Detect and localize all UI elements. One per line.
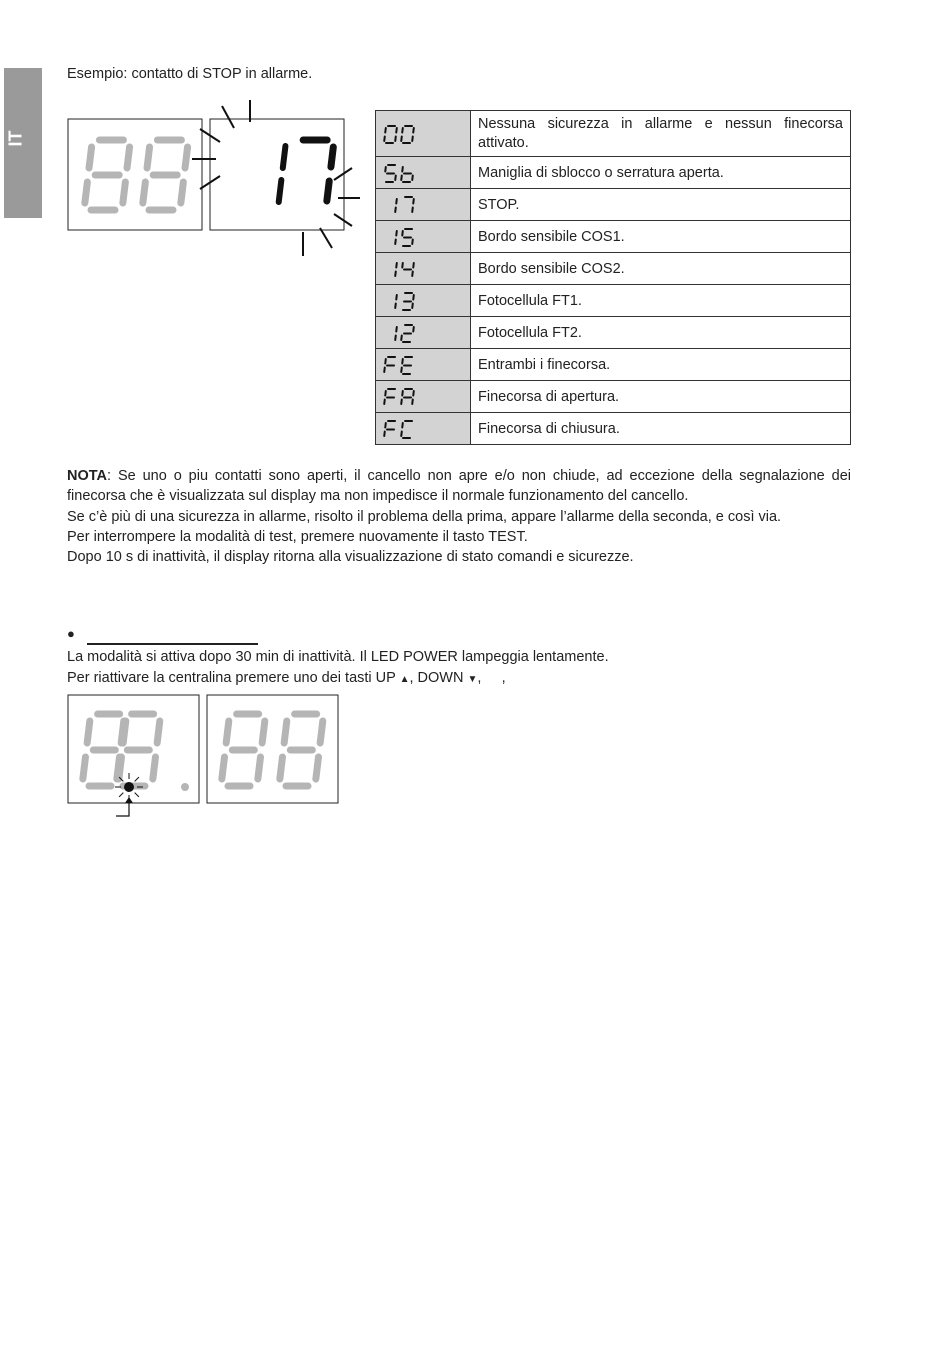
description-cell: Finecorsa di chiusura. [471,413,851,445]
segment-f [284,721,287,743]
segment-c [258,757,261,779]
blink-ray-icon [135,793,139,797]
text: , DOWN [409,670,468,686]
bullet: ● [67,626,75,641]
segment-e [83,757,86,779]
description-cell: Maniglia di sblocco o serratura aperta. [471,157,851,189]
example-caption: Esempio: contatto di STOP in allarme. [67,66,313,82]
description-cell: Finecorsa di apertura. [471,381,851,413]
note-text: : Se uno o piu contatti sono aperti, il cancello non apre e/o non chiude, ad eccezione della segnalazione dei finecorsa che è visualizzata sul display ma non impedisce il normale funzionamento del cancello. [67,468,851,505]
segment-e [222,757,225,779]
description-cell: Nessuna sicurezza in allarme e nessun finecorsa attivato. [471,111,851,157]
decimal-point [181,783,189,791]
description-cell: STOP. [471,189,851,221]
segment-b [320,721,323,743]
segment-f [87,721,90,743]
text: , , [477,670,506,686]
standby-line1: La modalità si attiva dopo 30 min di inattività. Il LED POWER lampeggia lentamente. [67,649,609,665]
description-cell: Bordo sensibile COS1. [471,221,851,253]
segment-b [157,721,160,743]
blink-ray-icon [119,793,123,797]
note-label: NOTA [67,468,108,484]
note-line2: Se c’è più di una sicurezza in allarme, risolto il problema della prima, appare l’allarme della seconda, e così via. [67,508,782,525]
text: Per riattivare la centralina premere uno dei tasti UP [67,670,400,686]
down-arrow-icon: ▼ [467,674,478,685]
segment-f [121,721,124,743]
segment-e [117,757,120,779]
segment-c [316,757,319,779]
note-line4: Dopo 10 s di inattività, il display ritorna alla visualizzazione di stato comandi e sicurezze. [67,549,634,566]
segment-f [226,721,229,743]
description-cell: Bordo sensibile COS2. [471,253,851,285]
description-cell: Fotocellula FT2. [471,317,851,349]
description-cell: Entrambi i finecorsa. [471,349,851,381]
segment-e [280,757,283,779]
description-cell: Fotocellula FT1. [471,285,851,317]
language-label: IT [5,130,26,147]
up-arrow-icon: ▲ [399,674,410,685]
power-led-dot [124,782,134,792]
segment-b [262,721,265,743]
pointer-arrow-icon [125,797,133,803]
blink-ray-icon [135,777,139,781]
segment-c [153,757,156,779]
note-line3: Per interrompere la modalità di test, premere nuovamente il tasto TEST. [67,528,528,545]
